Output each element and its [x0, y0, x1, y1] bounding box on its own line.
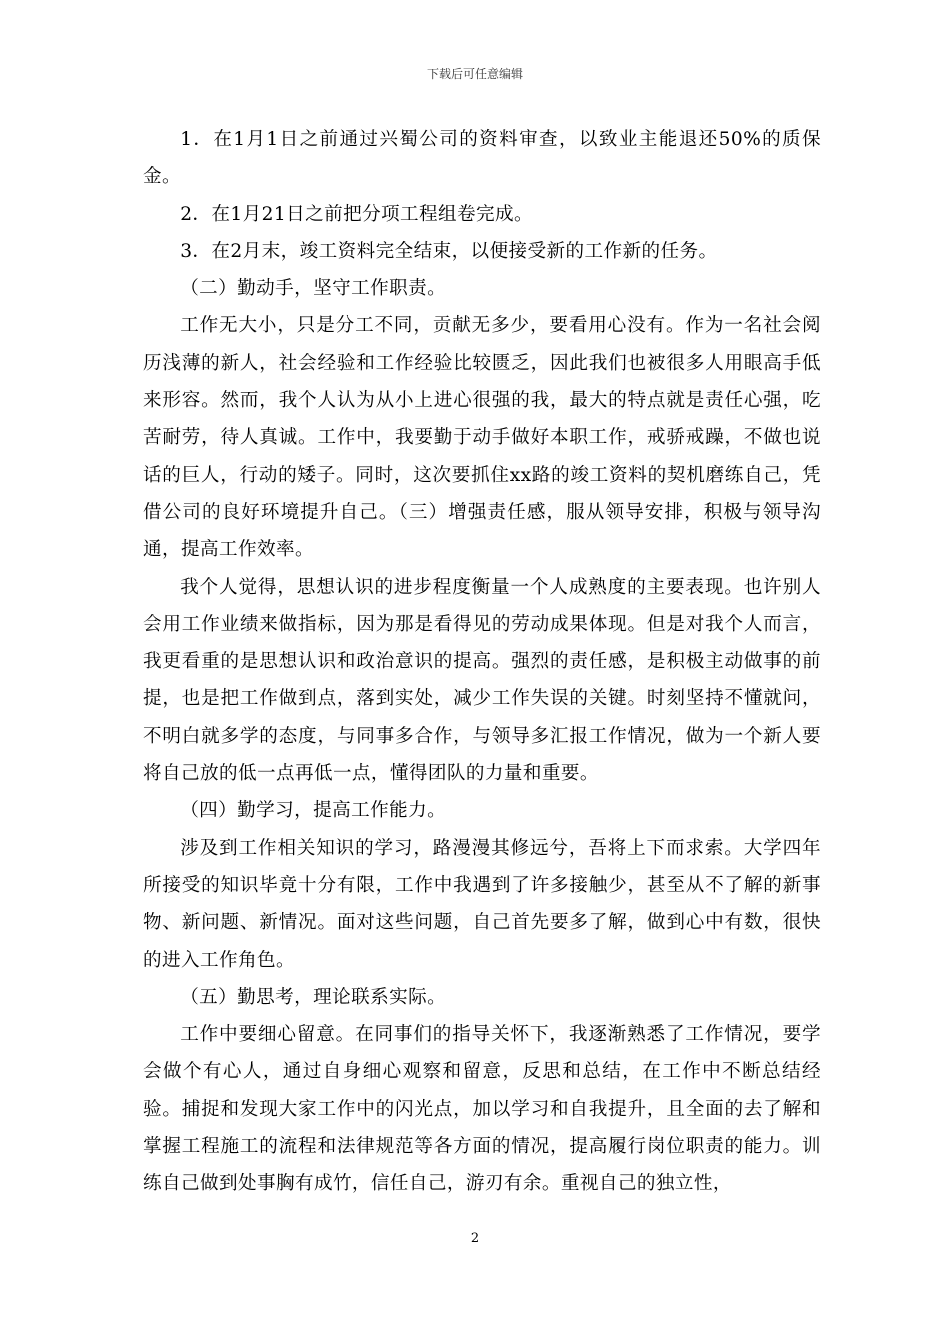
paragraph-learning: 涉及到工作相关知识的学习，路漫漫其修远兮，吾将上下而求索。大学四年所接受的知识毕竟十分有限，工作中我遇到了许多接触少，甚至从不了解的新事物、新问题、新情况。面对这些问题，自己首先要多了解，做到心中有数，很快的进入工作角色。 [143, 837, 821, 971]
page-number: 2 [470, 1231, 480, 1246]
paragraph-work-duty: 工作无大小，只是分工不同，贡献无多少，要看用心没有。作为一名社会阅历浅薄的新人，社会经验和工作经验比较匮乏，因此我们也被很多人用眼高手低来形容。然而，我个人认为从小上进心很强的我，最大的特点就是责任心强，吃苦耐劳，待人真诚。工作中，我要勤于动手做好本职工作，戒骄戒躁，不做也说话的巨人，行动的矮子。同时，这次要抓住xx路的竣工资料的契机磨练自己，凭借公司的良好环境提升自己。（三）增强责任感，服从领导安排，积极与领导沟通，提高工作效率。 [143, 315, 821, 561]
section-heading-4: （四）勤学习，提高工作能力。 [180, 800, 447, 822]
section-heading-5: （五）勤思考，理论联系实际。 [180, 986, 447, 1008]
document-body [143, 121, 821, 1203]
paragraph-item-1: 1．在1月1日之前通过兴蜀公司的资料审查，以致业主能退还50%的质保金。 [143, 129, 821, 188]
paragraph-item-3: 3．在2月末，竣工资料完全结束，以便接受新的工作新的任务。 [180, 240, 718, 262]
paragraph-thinking: 工作中要细心留意。在同事们的指导关怀下，我逐渐熟悉了工作情况，要学会做个有心人，通过自身细心观察和留意，反思和总结，在工作中不断总结经验。捕捉和发现大家工作中的闪光点，加以学习和自我提升，且全面的去了解和掌握工程施工的流程和法律规范等各方面的情况，提高履行岗位职责的能力。训练自己做到处事胸有成竹，信任自己，游刃有余。重视自己的独立性， [143, 1024, 821, 1195]
paragraph-responsibility: 我个人觉得，思想认识的进步程度衡量一个人成熟度的主要表现。也许别人会用工作业绩来做指标，因为那是看得见的劳动成果体现。但是对我个人而言，我更看重的是思想认识和政治意识的提高。强烈的责任感，是积极主动做事的前提，也是把工作做到点，落到实处，减少工作失误的关键。时刻坚持不懂就问，不明白就多学的态度，与同事多合作，与领导多汇报工作情况，做为一个新人要将自己放的低一点再低一点，懂得团队的力量和重要。 [143, 576, 821, 785]
paragraph-item-2: 2．在1月21日之前把分项工程组卷完成。 [180, 203, 534, 225]
section-heading-2: （二）勤动手，坚守工作职责。 [180, 278, 447, 300]
page-header: 下载后可任意编辑 [426, 67, 523, 81]
